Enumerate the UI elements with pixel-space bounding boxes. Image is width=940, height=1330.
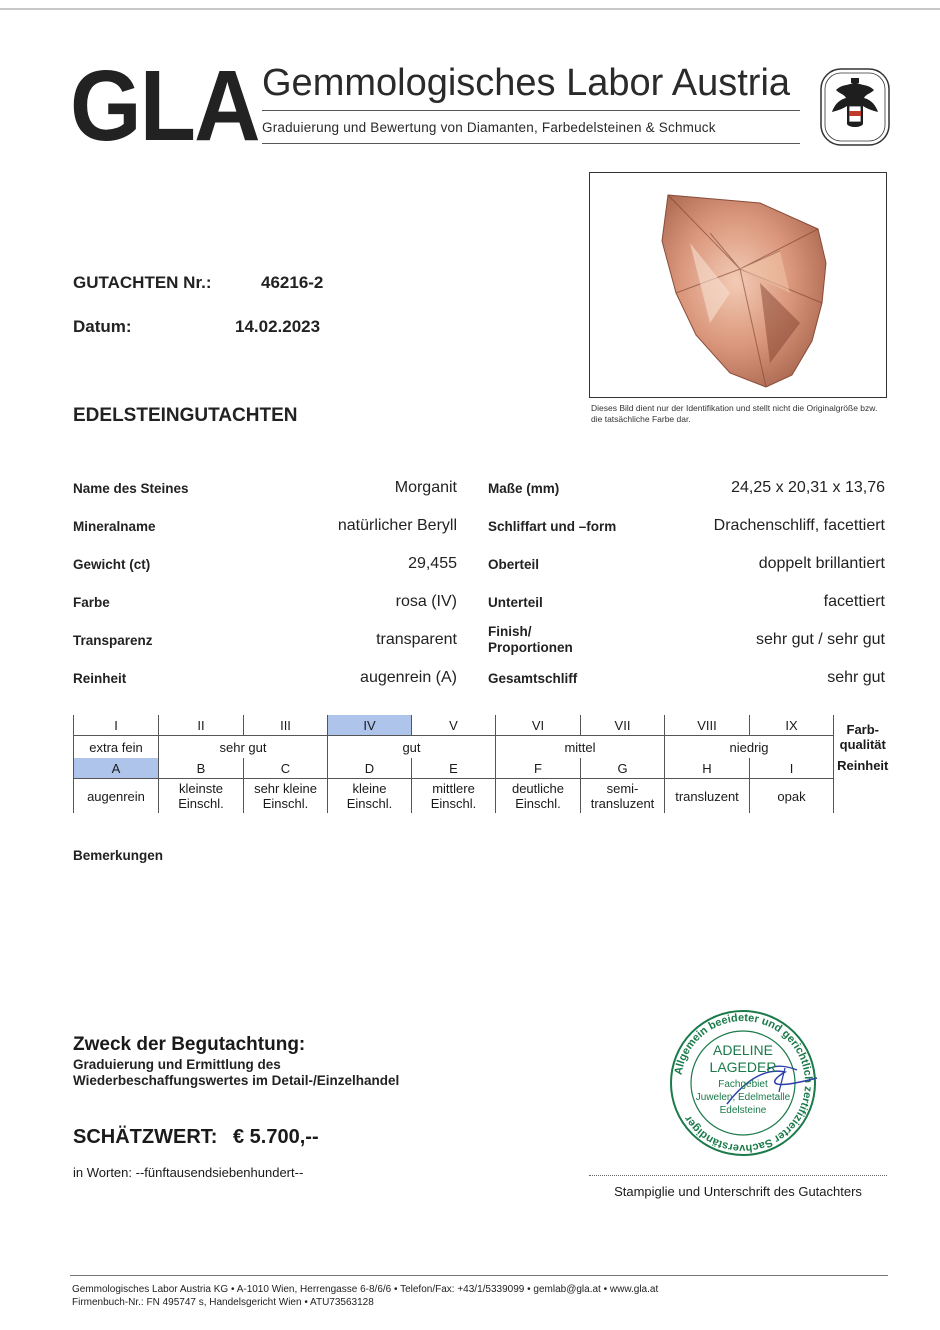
photo-caption: Dieses Bild dient nur der Identifikation und stellt nicht die Originalgröße bzw. die tatsächliche Farbe dar. bbox=[591, 403, 878, 424]
color-quality-label: Farb- qualität bbox=[834, 715, 892, 758]
detail-value: doppelt brillantiert bbox=[758, 555, 885, 572]
detail-label: Mineralname bbox=[73, 519, 156, 534]
detail-label: Maße (mm) bbox=[488, 481, 560, 496]
footer-line-1: Gemmologisches Labor Austria KG • A-1010 Wien, Herrengasse 6-8/6/6 • Telefon/Fax: +43/1/5339099 • gemlab@gla.at • www.gla.at bbox=[72, 1284, 659, 1295]
date-label: Datum: bbox=[73, 317, 132, 336]
color-group-cell: mittel bbox=[496, 736, 665, 759]
footer-rule bbox=[70, 1275, 888, 1276]
clarity-grade-row bbox=[74, 758, 892, 779]
purpose-title: Zweck der Begutachtung: bbox=[73, 1034, 306, 1055]
remarks-label: Bemerkungen bbox=[73, 848, 164, 863]
detail-value: sehr gut bbox=[827, 669, 885, 686]
valuation-in-words: in Worten: --fünftausendsiebenhundert-- bbox=[73, 1165, 304, 1180]
detail-label: Oberteil bbox=[488, 557, 540, 572]
valuation-amount: € 5.700,-- bbox=[233, 1126, 319, 1148]
color-grade-cell: VIII bbox=[665, 715, 750, 736]
clarity-desc-cell: kleinste Einschl. bbox=[159, 779, 244, 814]
clarity-grade-cell: G bbox=[581, 758, 665, 779]
detail-label: Gesamtschliff bbox=[488, 671, 578, 686]
detail-value: sehr gut / sehr gut bbox=[756, 631, 885, 648]
signature-label: Stampiglie und Unterschrift des Gutachters bbox=[614, 1184, 862, 1199]
clarity-grade-cell: H bbox=[665, 758, 750, 779]
document-title: EDELSTEINGUTACHTEN bbox=[73, 405, 298, 426]
clarity-grade-cell: B bbox=[159, 758, 244, 779]
detail-value: facettiert bbox=[823, 593, 885, 610]
detail-label: Reinheit bbox=[73, 671, 127, 686]
clarity-grade-cell: E bbox=[412, 758, 496, 779]
footer-line-2: Firmenbuch-Nr.: FN 495747 s, Handelsgericht Wien • ATU73563128 bbox=[72, 1297, 374, 1308]
stamp-line-5: Edelsteine bbox=[719, 1105, 767, 1116]
detail-label: Gewicht (ct) bbox=[73, 557, 151, 572]
color-grade-cell: V bbox=[412, 715, 496, 736]
detail-value: 29,455 bbox=[408, 555, 457, 572]
detail-value: natürlicher Beryll bbox=[337, 517, 457, 534]
clarity-desc-cell: transluzent bbox=[665, 779, 750, 814]
detail-label: Schliffart und –form bbox=[488, 519, 617, 534]
detail-value: Morganit bbox=[394, 479, 457, 496]
color-group-cell: extra fein bbox=[74, 736, 159, 759]
cert-number-label: GUTACHTEN Nr.: bbox=[73, 273, 212, 292]
clarity-desc-cell: sehr kleine Einschl. bbox=[244, 779, 328, 814]
clarity-label: Reinheit bbox=[834, 758, 892, 813]
stamp-name-line-1: ADELINE bbox=[713, 1042, 773, 1058]
color-grade-cell: I bbox=[74, 715, 159, 736]
clarity-grade-cell: F bbox=[496, 758, 581, 779]
grading-scale-table bbox=[73, 715, 892, 813]
state-seal-icon bbox=[820, 68, 890, 146]
stamp-line-4: Juwelen, Edelmetalle bbox=[695, 1092, 791, 1103]
lab-name: Gemmologisches Labor Austria bbox=[262, 62, 791, 104]
detail-value: augenrein (A) bbox=[360, 669, 457, 686]
detail-label: Name des Steines bbox=[73, 481, 189, 496]
clarity-grade-cell-selected: A bbox=[74, 758, 159, 779]
morganite-gem-icon bbox=[590, 173, 886, 397]
clarity-desc-cell: augenrein bbox=[74, 779, 159, 814]
color-group-cell: gut bbox=[328, 736, 496, 759]
header-rule bbox=[262, 110, 800, 111]
purpose-line-1: Graduierung und Ermittlung des bbox=[73, 1057, 281, 1072]
lab-subtitle: Graduierung und Bewertung von Diamanten, Farbedelsteinen & Schmuck bbox=[262, 120, 716, 135]
color-group-cell: sehr gut bbox=[159, 736, 328, 759]
detail-label: Transparenz bbox=[73, 633, 153, 648]
clarity-desc-cell: deutliche Einschl. bbox=[496, 779, 581, 814]
detail-label: Farbe bbox=[73, 595, 110, 610]
purpose-line-2: Wiederbeschaffungswertes im Detail-/Einzelhandel bbox=[73, 1073, 400, 1088]
signature-line bbox=[589, 1175, 887, 1176]
color-grade-cell: II bbox=[159, 715, 244, 736]
clarity-grade-cell: I bbox=[750, 758, 834, 779]
expert-stamp bbox=[667, 1008, 819, 1158]
color-grade-cell: VI bbox=[496, 715, 581, 736]
color-grade-cell: IX bbox=[750, 715, 834, 736]
clarity-desc-row bbox=[74, 779, 892, 814]
valuation-label: SCHÄTZWERT: bbox=[73, 1126, 218, 1148]
detail-value: transparent bbox=[376, 631, 457, 648]
color-grade-cell: III bbox=[244, 715, 328, 736]
clarity-grade-cell: D bbox=[328, 758, 412, 779]
detail-value: rosa (IV) bbox=[395, 593, 457, 610]
detail-label: Finish/ Proportionen bbox=[488, 624, 573, 655]
color-group-cell: niedrig bbox=[665, 736, 834, 759]
detail-value: 24,25 x 20,31 x 13,76 bbox=[731, 479, 885, 496]
top-border bbox=[0, 8, 940, 10]
stamp-ring-text: Allgemein beeideter und gerichtlich zertifizierter Sachverständiger bbox=[672, 1011, 815, 1155]
clarity-desc-cell: semi- transluzent bbox=[581, 779, 665, 814]
clarity-desc-cell: kleine Einschl. bbox=[328, 779, 412, 814]
gemstone-photo bbox=[589, 172, 887, 398]
color-grade-cell-selected: IV bbox=[328, 715, 412, 736]
date-value: 14.02.2023 bbox=[235, 317, 321, 336]
clarity-desc-cell: opak bbox=[750, 779, 834, 814]
clarity-desc-cell: mittlere Einschl. bbox=[412, 779, 496, 814]
stamp-name-line-2: LAGEDER bbox=[709, 1059, 777, 1075]
color-grade-row bbox=[74, 715, 892, 736]
detail-value: Drachenschliff, facettiert bbox=[713, 517, 885, 534]
color-group-row bbox=[74, 736, 892, 759]
gla-logo: GLA bbox=[70, 50, 259, 162]
detail-label: Unterteil bbox=[488, 595, 543, 610]
clarity-grade-cell: C bbox=[244, 758, 328, 779]
stamp-line-3: Fachgebiet bbox=[718, 1079, 768, 1090]
header-rule-bottom bbox=[262, 143, 800, 144]
color-grade-cell: VII bbox=[581, 715, 665, 736]
cert-number: 46216-2 bbox=[261, 273, 324, 292]
